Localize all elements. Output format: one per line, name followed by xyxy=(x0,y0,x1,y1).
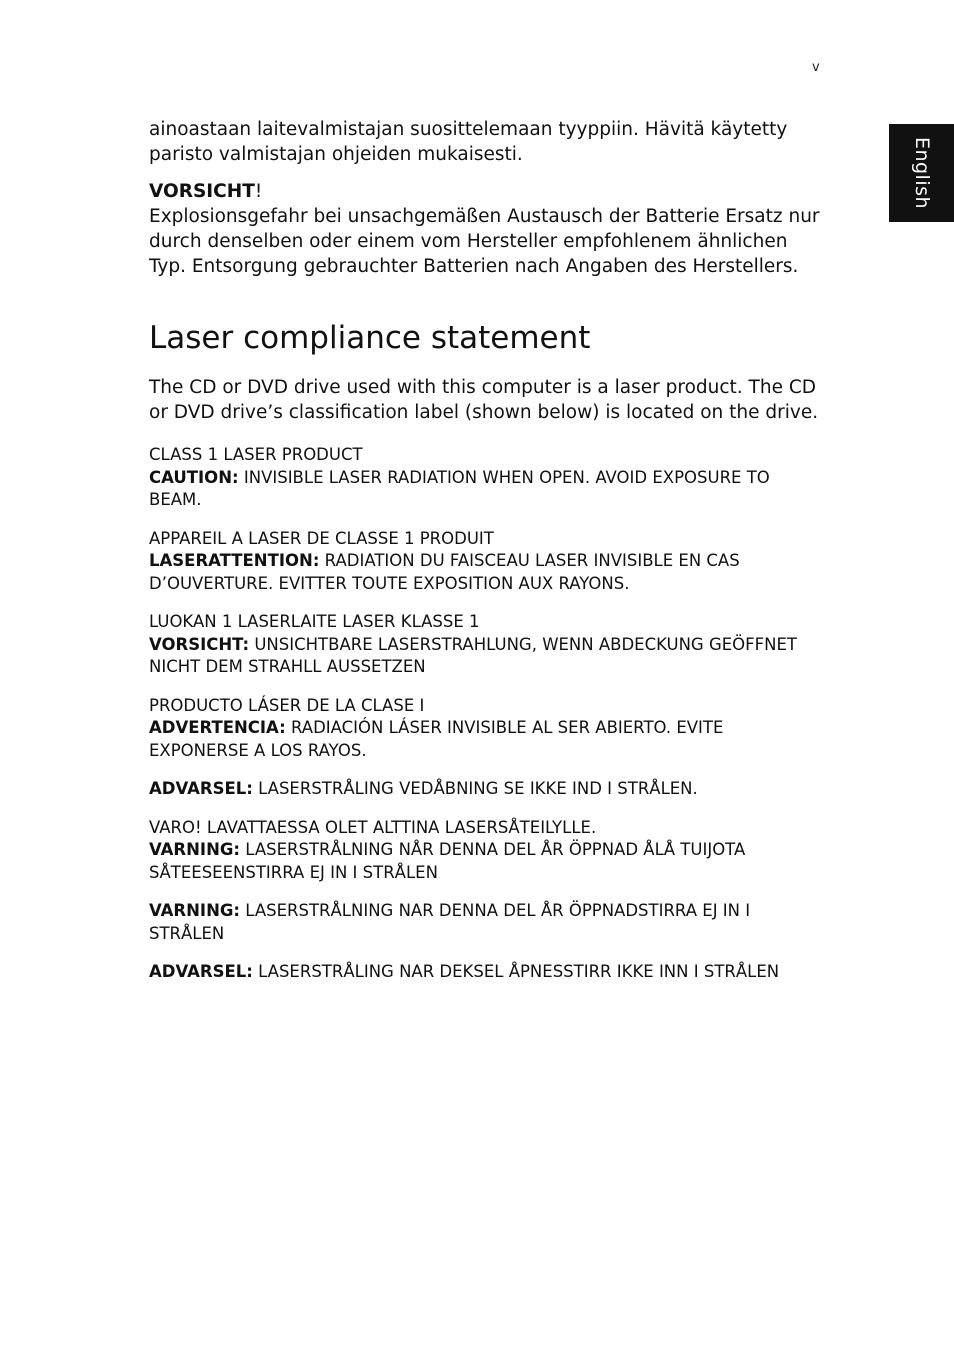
block-first-line: APPAREIL A LASER DE CLASSE 1 PRODUIT xyxy=(149,528,494,548)
block-label: VARNING: xyxy=(149,901,241,920)
laser-label-block xyxy=(149,444,825,512)
block-label: VORSICHT: xyxy=(149,634,250,654)
german-warning-exclamation: ! xyxy=(254,181,263,202)
laser-label-block xyxy=(149,528,825,596)
block-label: ADVERTENCIA: xyxy=(149,718,286,737)
block-text: RADIATION DU FAISCEAU LASER INVISIBLE EN CAS D’OUVERTURE. EVITTER TOUTE EXPOSITION AUX RAYONS. xyxy=(149,551,740,593)
page-number: v xyxy=(812,60,820,75)
block-label: LASERATTENTION: xyxy=(149,551,320,570)
laser-description: The CD or DVD drive used with this computer is a laser product. The CD or DVD drive’s classification label (shown below) is located on the drive. xyxy=(149,377,819,423)
block-text: UNSICHTBARE LASERSTRAHLUNG, WENN ABDECKUNG GEÖFFNET NICHT DEM STRAHLL AUSSETZEN xyxy=(149,634,797,676)
laser-label-block xyxy=(149,900,825,945)
laser-label-block xyxy=(149,778,825,801)
block-first-line: VARO! LAVATTAESSA OLET ALTTINA LASERSÅTEILYLLE. xyxy=(149,817,597,837)
language-tab xyxy=(889,124,954,222)
laser-label-block xyxy=(149,695,825,763)
page-content xyxy=(149,117,825,1000)
finnish-battery-text: ainoastaan laitevalmistajan suosittelemaan tyyppiin. Hävitä käytetty paristo valmistajan ohjeiden mukaisesti. xyxy=(149,119,788,165)
block-text: LASERSTRÅLNING NÅR DENNA DEL ÅR ÖPPNAD ÅLÅ TUIJOTA SÅTEESEENSTIRRA EJ IN I STRÅLEN xyxy=(149,840,746,882)
german-warning-body: Explosionsgefahr bei unsachgemäßen Austausch der Batterie Ersatz nur durch denselben oder einem vom Hersteller empfohlenem ähnlichen Typ. Entsorgung gebrauchter Batterien nach Angaben des Herstellers. xyxy=(149,206,820,277)
block-label: ADVARSEL: xyxy=(149,779,253,798)
laser-label-block xyxy=(149,817,825,885)
german-warning xyxy=(149,179,825,279)
block-text: LASERSTRÅLING VEDÅBNING SE IKKE IND I STRÅLEN. xyxy=(252,779,698,798)
block-first-line: CLASS 1 LASER PRODUCT xyxy=(149,445,363,464)
laser-label-list xyxy=(149,444,825,984)
block-text: LASERSTRÅLNING NAR DENNA DEL ÅR ÖPPNADSTIRRA EJ IN I STRÅLEN xyxy=(149,901,751,943)
language-tab-label: English xyxy=(910,136,933,210)
laser-label-block xyxy=(149,961,825,984)
block-label: CAUTION: xyxy=(149,467,239,487)
block-label: VARNING: xyxy=(149,840,241,859)
block-text: RADIACIÓN LÁSER INVISIBLE AL SER ABIERTO. EVITE EXPONERSE A LOS RAYOS. xyxy=(149,718,724,760)
laser-label-block xyxy=(149,611,825,679)
block-text: INVISIBLE LASER RADIATION WHEN OPEN. AVOID EXPOSURE TO BEAM. xyxy=(149,467,770,509)
block-first-line: PRODUCTO LÁSER DE LA CLASE I xyxy=(149,695,425,715)
german-warning-heading: VORSICHT xyxy=(149,181,255,202)
block-first-line: LUOKAN 1 LASERLAITE LASER KLASSE 1 xyxy=(149,612,480,631)
block-text: LASERSTRÅLING NAR DEKSEL ÅPNESSTIRR IKKE INN I STRÅLEN xyxy=(252,962,780,981)
block-label: ADVARSEL: xyxy=(149,962,253,981)
section-title: Laser compliance statement xyxy=(149,320,591,356)
